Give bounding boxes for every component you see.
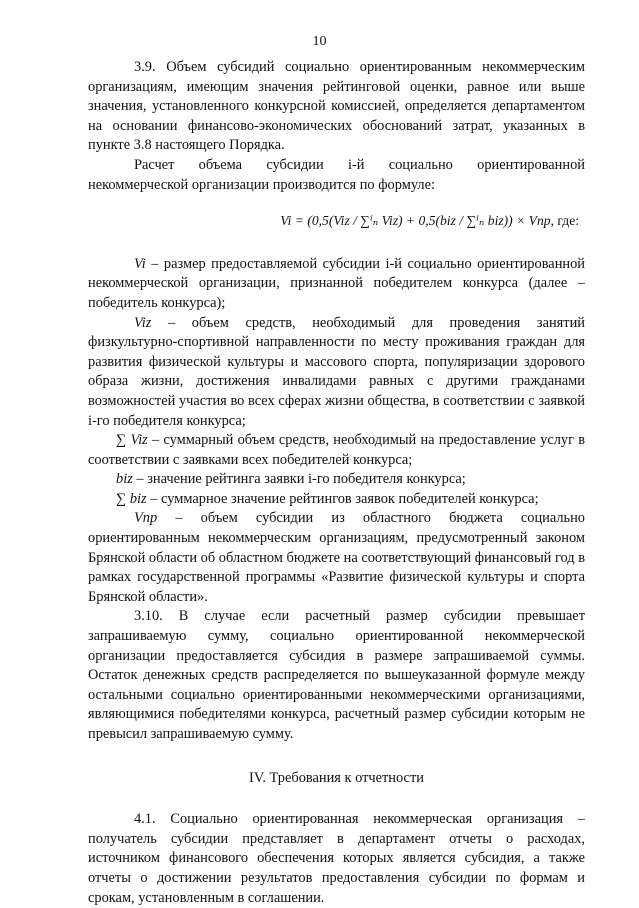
paragraph-calculation: Расчет объема субсидии i-й социально ориентированной некоммерческой организации производится по формуле: [88, 156, 585, 193]
definition-text: – суммарное значение рейтингов заявок победителей конкурса; [146, 490, 539, 507]
definition-symbol: Vi [134, 255, 146, 272]
definition-text: – размер предоставляемой субсидии i-й социально ориентированной некоммерческой организации, признанной победителем конкурса (далее – победитель конкурса); [88, 255, 585, 311]
subsidy-formula [88, 211, 585, 231]
definition-biz [88, 470, 585, 490]
definition-symbol: biz [116, 471, 133, 488]
definition-text: – значение рейтинга заявки i-го победителя конкурса; [132, 471, 466, 488]
definition-text: – объем субсидии из областного бюджета социально ориентированным некоммерческим организациям, предусмотренный законом Брянской области об областном бюджете на соответствующий финансовый год в рамках государственной программы «Развитие физической культуры и спорта Брянской области». [88, 510, 585, 605]
definition-text: – суммарный объем средств, необходимый на предоставление услуг в соответствии с заявками всех победителей конкурса; [88, 432, 585, 468]
paragraph-4-1: 4.1. Социально ориентированная некоммерческая организация – получатель субсидии представляет в департамент отчеты о расходах, источником финансового обеспечения которых является субсидия, а также отчеты о достижении результатов предоставления субсидии по формам и срокам, установленным в соглашении. [88, 811, 585, 906]
formula-tail: , где: [550, 213, 579, 229]
definition-text: – объем средств, необходимый для проведения занятий физкультурно-спортивной направленности по месту проживания граждан для развития физической культуры и массового спорта, популяризации здорового образа жизни, достижения инвалидами равных с другими гражданами возможностей участия во всех сферах жизни общества, в соответствии с заявкой i-го победителя конкурса; [88, 314, 585, 429]
section-heading: IV. Требования к отчетности [249, 769, 424, 786]
paragraph-3-9: 3.9. Объем субсидий социально ориентированным некоммерческим организациям, имеющим значения рейтинговой оценки, равное или выше значения, установленного конкурсной комиссией, определяется департаментом на основании финансово-экономических обоснований затрат, указанных в пункте 3.8 настоящего Порядка. [88, 59, 585, 154]
definition-viz [88, 314, 585, 432]
formula-expression: Vi = (0,5(Viz / ∑ⁱₙ Viz) + 0,5(biz / ∑ⁱₙ biz)) × Vnp [280, 213, 551, 229]
definition-sum-biz [88, 490, 585, 510]
paragraph-3-10: 3.10. В случае если расчетный размер субсидии превышает запрашиваемую сумму, социально ориентированной некоммерческой организации предоставляется субсидия в размере запрашиваемой суммы. Остаток денежных средств распределяется по вышеуказанной формуле между остальными социально ориентированными некоммерческими организациями, являющимися победителями конкурса, расчетный размер субсидии которым не превысил запрашиваемую сумму. [88, 608, 585, 742]
definition-symbol: Vnp [134, 510, 158, 527]
definition-vnp [88, 509, 585, 607]
definition-sum-viz [88, 431, 585, 470]
document-body [88, 58, 585, 908]
definition-vi [88, 255, 585, 314]
page-number: 10 [312, 34, 327, 49]
definition-symbol: Viz [134, 314, 152, 331]
definition-symbol: ∑ biz [116, 490, 147, 507]
definition-symbol: ∑ Viz [116, 432, 148, 449]
